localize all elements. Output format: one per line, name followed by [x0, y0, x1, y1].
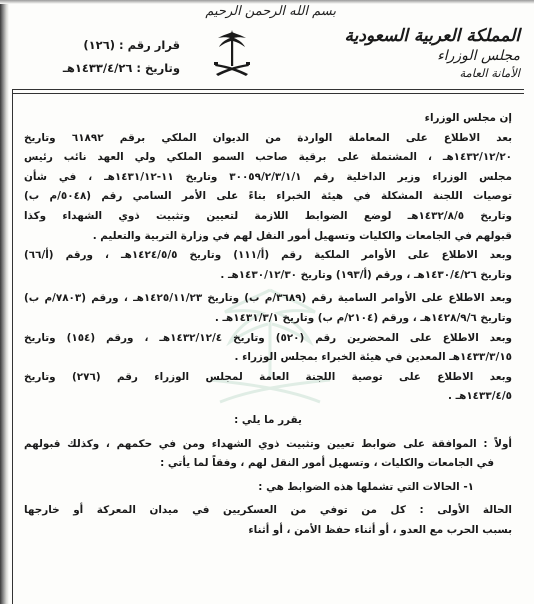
body-line: في الجامعات والكليات ، وتسهيل أمور النقل لهم ، وفقاً لما يأتي :: [160, 457, 494, 470]
decision-body: [24, 109, 512, 540]
council-title: مجلس الوزراء: [437, 48, 520, 64]
body-line: الحالة الأولى : كل من توفي من العسكريين في ميدان المعركة أو خارجها: [24, 504, 512, 517]
left-margin-rule: [12, 89, 13, 604]
header-rule-secondary: [12, 93, 524, 94]
body-line: وتاريخ ١٤٢٨/٩/٦هـ ، ورقم (٢١٠٤/م ب) وتاريخ ١٤٣١/٣/١هـ .: [214, 311, 512, 324]
body-line: وبعد الاطلاع على الأوامر الملكية رقم (أ/١١١) وتاريخ ١٤٢٤/٥/٥هـ ، ورقم (أ/٦٦): [24, 249, 512, 262]
body-line: ١٤٣٣/٣/١٥هـ المعدين في هيئة الخبراء بمجلس الوزراء .: [234, 351, 512, 364]
basmala: بسم الله الرحمن الرحيم: [205, 4, 336, 19]
body-line: قبولهم في الجامعات والكليات وتسهيل أمور النقل لهم في وزارة التربية والتعليم .: [92, 229, 512, 242]
body-line: إن مجلس الوزراء: [424, 112, 512, 124]
body-line: وبعد الاطلاع على الأوامر السامية رقم (٣٦٨٩/م ب) وتاريخ ١٤٢٥/١١/٢٣هـ ، ورقم (٧٨٠٣/م ب): [24, 292, 512, 305]
body-line: وتاريخ ١٤٣٢/٨/٥هـ لوضع الضوابط اللازمة لتعيين وتثبيت ذوي الشهداء وكذا: [24, 209, 512, 222]
body-line: توصيات اللجنة المشكلة في هيئة الخبراء بناءً على الأمر السامي رقم (٥٠٤٨/م ب): [24, 190, 512, 203]
body-line: ١- الحالات التي تشملها هذه الضوابط هي :: [258, 480, 474, 493]
decision-date: وتاريخ : ١٤٣٣/٤/٢٦هـ: [62, 61, 180, 75]
body-line: أولاً : الموافقة على ضوابط تعيين وتثبيت ذوي الشهداء ومن في حكمهم ، وكذلك قبولهم: [24, 437, 512, 450]
scan-edge-shadow: [0, 0, 9, 604]
decision-heading: يقرر ما يلي :: [234, 413, 302, 426]
body-line: بسبب الحرب مع العدو ، أو أثناء حفظ الأمن ، أو أثناء: [248, 523, 512, 536]
body-line: وبعد الاطلاع على المحضرين رقم (٥٢٠) وتاريخ ١٤٣٢/١٢/٤هـ ، ورقم (١٥٤) وتاريخ: [24, 331, 512, 344]
body-line: ١٤٣٢/١٢/٢٠هـ ، المشتملة على برقية صاحب السمو الملكي ولي العهد نائب رئيس: [24, 151, 512, 164]
secretariat-title: الأمانة العامة: [459, 66, 520, 80]
kingdom-title: المملكة العربية السعودية: [344, 26, 520, 46]
decision-number: قرار رقم : (١٢٦): [83, 38, 180, 52]
header-rule: [12, 89, 524, 90]
body-line: مجلس الوزراء وزير الداخلية رقم ٣٠٠٥٩/٢/٣/١/١ وتاريخ ١١-١٤٣١/١٢هـ ، في شأن: [24, 170, 512, 183]
body-line: وتاريخ ١٤٣٠/٤/٢٦هـ ، ورقم (أ/١٩٣) وتاريخ ١٤٣٠/١٢/٣٠هـ .: [220, 268, 512, 281]
body-line: وبعد الاطلاع على توصية اللجنة العامة لمجلس الوزراء رقم (٢٧٦) وتاريخ: [24, 370, 512, 383]
palm-swords-emblem-icon: [210, 28, 254, 86]
body-line: بعد الاطلاع على المعاملة الواردة من الديوان الملكي برقم ٦١٨٩٢ وتاريخ: [24, 131, 512, 144]
body-line: ١٤٣٣/٤/٥هـ .: [448, 390, 512, 403]
